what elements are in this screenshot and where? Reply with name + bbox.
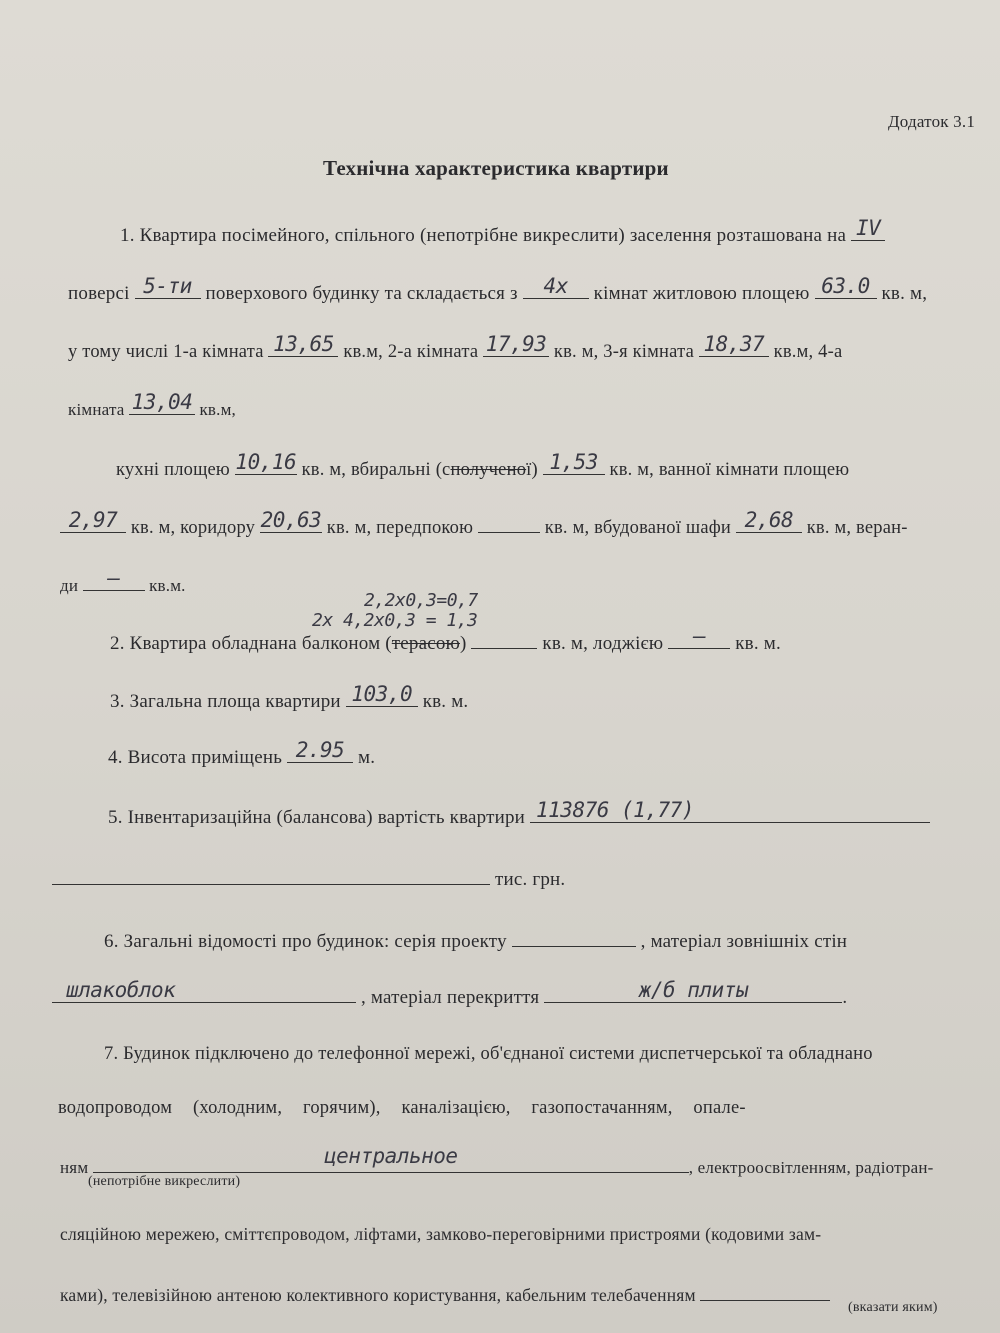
- item3-text-a: 3. Загальна площа квартири: [110, 691, 341, 712]
- item2-text-b: ): [459, 633, 467, 654]
- value-blank-2: [52, 866, 490, 885]
- item5-line2: [52, 866, 565, 891]
- room2-value: 17,93: [485, 332, 547, 356]
- value-blank: [530, 798, 930, 823]
- balcony-calc-line1: 2,2х0,3=0,7: [364, 590, 478, 611]
- item7-line2: водопроводом (холодним, горячим), каналізацією, газопостачанням, опале-: [58, 1098, 746, 1118]
- living-area-blank: [815, 274, 877, 299]
- item1-text-c: поверхового будинку та складається з: [205, 283, 518, 304]
- kitchen-blank: [235, 450, 297, 475]
- item6-text-c: , матеріал перекриття: [360, 987, 540, 1008]
- corridor-blank: [260, 508, 322, 533]
- bath-value: 2,97: [68, 508, 118, 532]
- item4-line: [108, 738, 376, 769]
- item1-text-h: кв.м, 4-а: [773, 342, 843, 362]
- specify-note: (вказати яким): [848, 1300, 938, 1315]
- heating-blank: [93, 1144, 689, 1173]
- height-value: 2.95: [295, 738, 345, 762]
- toilet-value: 1,53: [549, 450, 598, 474]
- rooms-value: 4х: [543, 274, 568, 298]
- kitchen-value: 10,16: [235, 450, 297, 474]
- appendix-label: Додаток 3.1: [888, 112, 976, 131]
- floor-blank: [851, 216, 885, 241]
- veranda-value: –: [107, 566, 120, 590]
- item1-line2: [68, 274, 928, 305]
- item4-text-a: 4. Висота приміщень: [108, 747, 283, 768]
- room1-blank: [268, 332, 338, 357]
- item6-line2: [52, 978, 848, 1009]
- rooms-blank: [523, 274, 589, 299]
- item3-line: [110, 682, 469, 713]
- bath-blank: [60, 508, 126, 533]
- item1-text-g: кв. м, 3-я кімната: [553, 342, 694, 362]
- page-title: Технічна характеристика квартири: [323, 156, 669, 180]
- item1-text-e: у тому числі 1-а кімната: [68, 342, 264, 362]
- item2-line: [110, 624, 781, 655]
- series-blank: [512, 928, 636, 947]
- cross-out-note: (непотрібне викреслити): [88, 1174, 241, 1189]
- living-area-value: 63.0: [821, 274, 870, 298]
- storeys-blank: [135, 274, 201, 299]
- toilet-label: кв. м, вбиральні (с: [301, 460, 451, 480]
- inventory-value: 113876 (1,77): [536, 798, 694, 822]
- toilet-strike: получено: [450, 460, 527, 480]
- item1-text-i: кімната: [68, 400, 125, 419]
- item1-line6: [60, 508, 908, 539]
- room1-value: 13,65: [273, 332, 334, 356]
- item3-text-b: кв. м.: [422, 691, 469, 712]
- veranda-unit: кв.м.: [149, 576, 186, 595]
- balcony-calc-line2: 2х 4,2х0,3 = 1,3: [312, 610, 478, 631]
- wall-material-blank: [52, 978, 356, 1003]
- balcony-blank: [471, 630, 537, 649]
- item2-text-a: 2. Квартира обладнана балконом (: [110, 633, 392, 654]
- total-area-blank: [346, 682, 418, 707]
- item5-line1: [108, 798, 930, 829]
- item7-text-c: ками), телевізійною антеною колективного користування, кабельним телебаченням: [60, 1285, 696, 1305]
- loggia-value: –: [693, 624, 706, 648]
- wardrobe-value: 2,68: [744, 508, 794, 532]
- item6-text-b: , матеріал зовнішніх стін: [640, 931, 848, 952]
- item7-line4: сляційною мережею, сміттєпроводом, ліфтами, замково-переговірними пристроями (кодовими зам-: [60, 1224, 822, 1244]
- floor-value: IV: [855, 216, 881, 240]
- toilet-label-end: ї): [526, 460, 538, 480]
- room3-blank: [699, 332, 769, 357]
- item5-text-a: 5. Інвентаризаційна (балансова) вартість квартири: [108, 807, 526, 828]
- room2-blank: [483, 332, 549, 357]
- room4-blank: [129, 390, 195, 415]
- floor-material-value: ж/б плиты: [638, 978, 748, 1002]
- storeys-value: 5-ти: [143, 274, 192, 298]
- item1-line3: [68, 332, 843, 363]
- item1-text-a: 1. Квартира посімейного, спільного (непотрібне викреслити) заселення розташована на: [120, 225, 847, 246]
- bath-label: кв. м, ванної кімнати площею: [609, 460, 850, 480]
- heating-value: центральное: [323, 1144, 458, 1168]
- hall-blank: [478, 514, 540, 533]
- wardrobe-label: кв. м, вбудованої шафи: [544, 518, 732, 538]
- item2-text-d: кв. м.: [735, 633, 781, 654]
- item7-line1: 7. Будинок підключено до телефонної мережі, об'єднаної системи диспетчерської та обладнано: [104, 1044, 873, 1064]
- item7-line5: [60, 1282, 830, 1306]
- veranda-label-end: ди: [60, 576, 79, 595]
- item1-text-b: поверсі: [68, 283, 130, 304]
- corridor-label: кв. м, коридору: [130, 518, 256, 538]
- toilet-blank: [543, 450, 605, 475]
- room3-value: 18,37: [703, 332, 765, 356]
- floor-material-blank: [544, 978, 842, 1003]
- loggia-blank: [668, 624, 730, 649]
- item1-line7: [60, 566, 186, 596]
- item1-text-j: кв.м,: [199, 400, 236, 419]
- item6-text-d: .: [842, 987, 848, 1008]
- unit-text: кв. м,: [881, 283, 928, 304]
- wardrobe-blank: [736, 508, 802, 533]
- item7-text-b: , електроосвітленням, радіотран-: [688, 1158, 934, 1177]
- veranda-label: кв. м, веран-: [806, 518, 908, 538]
- cable-tv-blank: [700, 1282, 830, 1301]
- total-area-value: 103,0: [351, 682, 413, 706]
- item1-text-f: кв.м, 2-а кімната: [343, 342, 479, 362]
- item6-line1: [104, 928, 847, 953]
- item1-text-d: кімнат житловою площею: [593, 283, 810, 304]
- item1-line4: [68, 390, 236, 420]
- veranda-blank: [83, 566, 145, 591]
- item1-line1: [120, 216, 885, 247]
- item1-line5: [116, 450, 850, 481]
- height-blank: [287, 738, 353, 763]
- item7-text-a: ням: [60, 1158, 89, 1177]
- item6-text-a: 6. Загальні відомості про будинок: серія проекту: [104, 931, 507, 952]
- wall-material-value: шлакоблок: [66, 978, 176, 1002]
- kitchen-label: кухні площею: [116, 460, 230, 480]
- item2-text-strike: терасою: [391, 633, 460, 654]
- item4-text-b: м.: [357, 747, 376, 768]
- room4-value: 13,04: [131, 390, 193, 414]
- item2-text-c: кв. м, лоджією: [542, 633, 664, 654]
- corridor-value: 20,63: [260, 508, 322, 532]
- item5-text-b: тис. грн.: [494, 869, 566, 890]
- hall-label: кв. м, передпокою: [326, 518, 474, 538]
